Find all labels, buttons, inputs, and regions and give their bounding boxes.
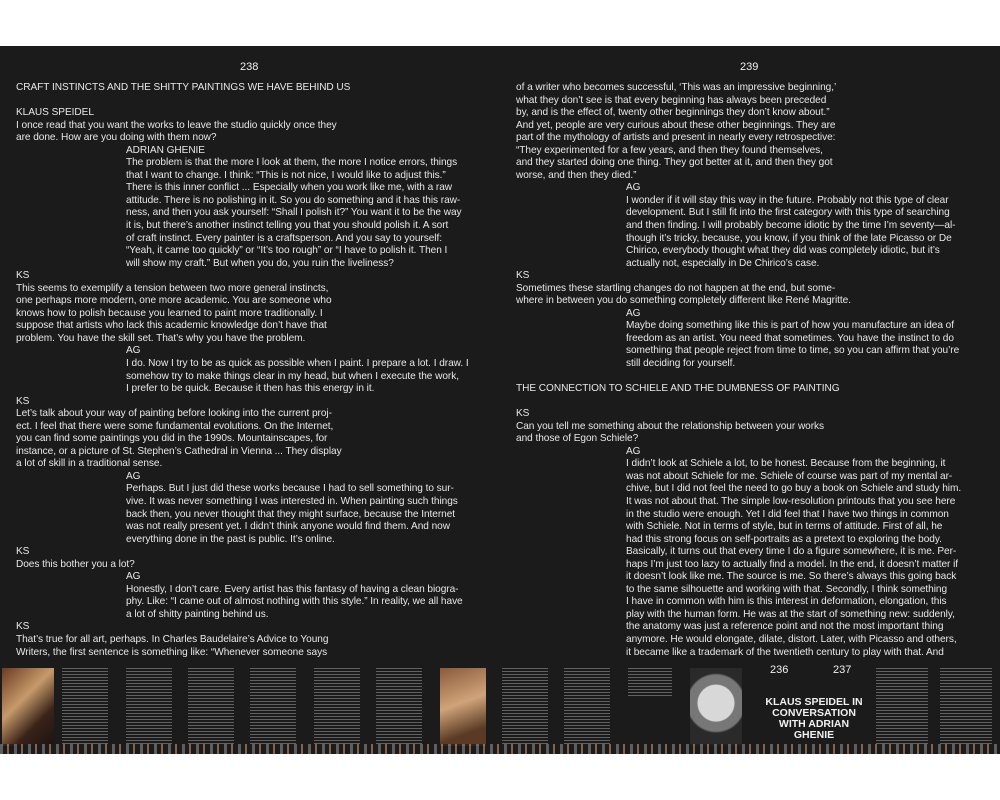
text-line: development. But I still fit into the first category with this type of searching <box>626 207 950 219</box>
text-line: AG <box>126 345 141 357</box>
page-thumbnail <box>314 668 360 746</box>
painting-thumbnail <box>690 668 742 746</box>
text-line: in the studio were enough. Yet I did feel that I have two things in common <box>626 508 949 520</box>
text-line: And yet, people are very curious about these other beginnings. They are <box>516 119 836 131</box>
text-line: Let’s talk about your way of painting before looking into the current proj- <box>16 408 332 420</box>
text-line: AG <box>626 182 641 194</box>
text-line: anymore. He would elongate, dilate, distort. Later, with Picasso and others, <box>626 633 957 645</box>
text-line: I prefer to be quick. Because it then has this energy in it. <box>126 383 375 395</box>
page-thumbnail <box>628 668 672 698</box>
text-line: a lot of shitty painting behind us. <box>126 608 269 620</box>
text-line: Does this bother you a lot? <box>16 558 135 570</box>
text-line: ADRIAN GHENIE <box>126 144 205 156</box>
text-line: that I want to change. I think: “This is not nice, I would like to adjust this.” <box>126 169 446 181</box>
text-line: it became like a trademark of the twentieth century to play with that. And <box>626 646 944 658</box>
text-line: problem. You have the skill set. That’s why you have the problem. <box>16 332 306 344</box>
text-line: It was not about that. The simple low-resolution printouts that you see here <box>626 495 956 507</box>
page-ticks <box>0 744 1000 754</box>
text-line: somehow try to make things clear in my head, but when I execute the work, <box>126 370 459 382</box>
text-line: I have in common with him is this interest in deformation, elongation, this <box>626 596 947 608</box>
strip-page-number-left: 236 <box>770 664 789 676</box>
text-line: KS <box>16 270 30 282</box>
page-number-right: 239 <box>740 61 759 73</box>
text-line: everything done in the past is public. It’s online. <box>126 533 335 545</box>
text-line: I didn’t look at Schiele a lot, to be honest. Because from the beginning, it <box>626 458 946 470</box>
text-line: will show my craft.” But when you do, you ruin the liveliness? <box>126 257 394 269</box>
page-thumbnail <box>564 668 610 746</box>
text-line: Sometimes these startling changes do not happen at the end, but some- <box>516 282 836 294</box>
text-line: AG <box>126 571 141 583</box>
text-line: a lot of skill in a traditional sense. <box>16 458 163 470</box>
text-line: There is this inner conflict ... Especially when you work like me, with a raw <box>126 182 453 194</box>
text-line: still deciding for yourself. <box>626 358 736 370</box>
page-thumbnail <box>62 668 108 746</box>
text-line: KS <box>16 546 30 558</box>
text-line: The problem is that the more I look at them, the more I notice errors, things <box>126 157 458 169</box>
page-thumbnail <box>188 668 234 746</box>
text-line: by, and is the effect of, twenty other beginnings they don’t know about.” <box>516 107 830 119</box>
text-line: to the same silhouette and working with that. Secondly, I think something <box>626 583 948 595</box>
text-line: This seems to exemplify a tension between two more general instincts, <box>16 282 329 294</box>
text-line: are done. How are you doing with them now? <box>16 132 217 144</box>
text-line <box>516 371 986 384</box>
text-line: what they don’t see is that every beginning has always been preceded <box>516 94 827 106</box>
page-thumbnail <box>502 668 548 746</box>
text-line <box>516 396 986 409</box>
text-line: and they started doing one thing. They got better at it, and then they got <box>516 157 833 169</box>
text-line: worse, and then they died.” <box>516 169 637 181</box>
text-line: it is, but there’s another instinct telling you that you should polish it. A sort <box>126 219 449 231</box>
text-line: freedom as an artist. You need that sometimes. You have the instinct to do <box>626 332 954 344</box>
text-line: KS <box>516 408 530 420</box>
text-line: Writers, the first sentence is something like: “Whenever someone says <box>16 646 328 658</box>
painting-thumbnail <box>2 668 54 746</box>
text-line: AG <box>626 445 641 457</box>
text-line: suppose that artists who lack this academic knowledge don’t have that <box>16 320 327 332</box>
text-line: Maybe doing something like this is part of how you manufacture an idea of <box>626 320 954 332</box>
text-line: “They experimented for a few years, and then they found themselves, <box>516 144 823 156</box>
text-line: Basically, it turns out that every time I do a figure somewhere, it is me. Per- <box>626 546 957 558</box>
text-line: of craft instinct. Every painter is a craftsperson. And you say to yourself: <box>126 232 442 244</box>
text-line: where in between you do something completely different like René Magritte. <box>516 295 852 307</box>
text-line: you can find some paintings you did in the 1990s. Mountainscapes, for <box>16 433 328 445</box>
text-line: KS <box>16 395 30 407</box>
strip-title: KLAUS SPEIDEL IN CONVERSATION WITH ADRIAN GHENIE <box>765 696 863 741</box>
thumbnail-strip <box>0 662 1000 754</box>
text-line <box>16 95 486 108</box>
text-line: actually not, especially in De Chirico’s case. <box>626 257 820 269</box>
text-line: one perhaps more modern, one more academic. You are someone who <box>16 295 332 307</box>
text-line: it doesn’t look like me. The source is me. So there’s always this going back <box>626 571 957 583</box>
text-line: AG <box>626 307 641 319</box>
page-number-left: 238 <box>240 61 259 73</box>
text-line: Chirico, everybody thought what they did was completely idiotic, but it’s <box>626 245 940 257</box>
page-thumbnail <box>376 668 422 746</box>
text-line: ect. I feel that there were some fundamental evolutions. On the Internet, <box>16 420 334 432</box>
text-line: knows how to polish because you learned to paint more traditionally. I <box>16 307 323 319</box>
text-line: play with the human form. He was at the start of something new: suddenly, <box>626 608 955 620</box>
book-spread <box>0 46 1000 754</box>
text-line: THE CONNECTION TO SCHIELE AND THE DUMBNESS OF PAINTING <box>516 383 840 395</box>
text-line: and those of Egon Schiele? <box>516 433 639 445</box>
page-thumbnail <box>876 668 928 746</box>
text-line: had this strong focus on self-portraits as a pretext to exploring the body. <box>626 533 942 545</box>
page-thumbnail <box>250 668 296 746</box>
text-line: Perhaps. But I just did these works because I had to sell something to sur- <box>126 483 454 495</box>
text-line: KS <box>516 270 530 282</box>
text-line: chive, but I did not feel the need to go buy a book on Schiele and study him. <box>626 483 962 495</box>
text-line: That’s true for all art, perhaps. In Charles Baudelaire’s Advice to Young <box>16 634 329 646</box>
text-line: haps I’m just too lazy to actually find a model. In the end, it doesn’t matter if <box>626 558 959 570</box>
page-thumbnail <box>126 668 172 746</box>
text-line: with Schiele. Not in terms of style, but in terms of attitude. First of all, he <box>626 521 943 533</box>
text-line: part of the mythology of artists and present in nearly every retrospective: <box>516 132 836 144</box>
strip-page-number-right: 237 <box>833 664 852 676</box>
text-line: CRAFT INSTINCTS AND THE SHITTY PAINTINGS WE HAVE BEHIND US <box>16 82 351 93</box>
text-line: Honestly, I don’t care. Every artist has this fantasy of having a clean biogra- <box>126 583 459 595</box>
right-page-text <box>516 82 986 659</box>
text-line: attitude. There is no polishing in it. So you do something and it has this raw- <box>126 194 461 206</box>
text-line: and then finding. I will probably become idiotic by the time I’m seventy—al- <box>626 220 956 232</box>
text-line: though it’s tricky, because, you know, if you think of the late Picasso or De <box>626 232 952 244</box>
text-line: KS <box>16 621 30 633</box>
page-thumbnail <box>940 668 992 746</box>
text-line: ness, and then you ask yourself: “Shall I polish it?” You want it to be the way <box>126 207 462 219</box>
left-page-text <box>16 82 486 659</box>
text-line: KLAUS SPEIDEL <box>16 107 94 119</box>
text-line: vive. It was never something I was interested in. When painting such things <box>126 496 458 507</box>
text-line: back then, you never thought that they might surface, because the Internet <box>126 508 456 520</box>
text-line: something that people reject from time to time, so you can affirm that you’re <box>626 345 960 357</box>
text-line: of a writer who becomes successful, ‘This was an impressive beginning,’ <box>516 82 837 93</box>
text-line: was not about Schiele for me. Schiele of course was part of my mental ar- <box>626 470 953 482</box>
text-line: “Yeah, it came too quickly” or “It’s too rough” or “I have to polish it. Then I <box>126 245 448 257</box>
text-line: AG <box>126 470 141 482</box>
painting-thumbnail <box>440 668 486 746</box>
text-line: the anatomy was just a reference point and not the most important thing <box>626 621 944 633</box>
text-line: phy. Like: “I came out of almost nothing with this style.” In reality, we all have <box>126 596 463 608</box>
text-line: instance, or a picture of St. Stephen’s Cathedral in Vienna ... They display <box>16 445 342 457</box>
text-line: Can you tell me something about the relationship between your works <box>516 420 825 432</box>
text-line: I once read that you want the works to leave the studio quickly once they <box>16 119 337 131</box>
text-line: I wonder if it will stay this way in the future. Probably not this type of clear <box>626 194 949 206</box>
text-line: was not really present yet. I didn’t think anyone would find them. And now <box>126 521 450 533</box>
text-line: I do. Now I try to be as quick as possible when I paint. I prepare a lot. I draw. I <box>126 357 469 369</box>
